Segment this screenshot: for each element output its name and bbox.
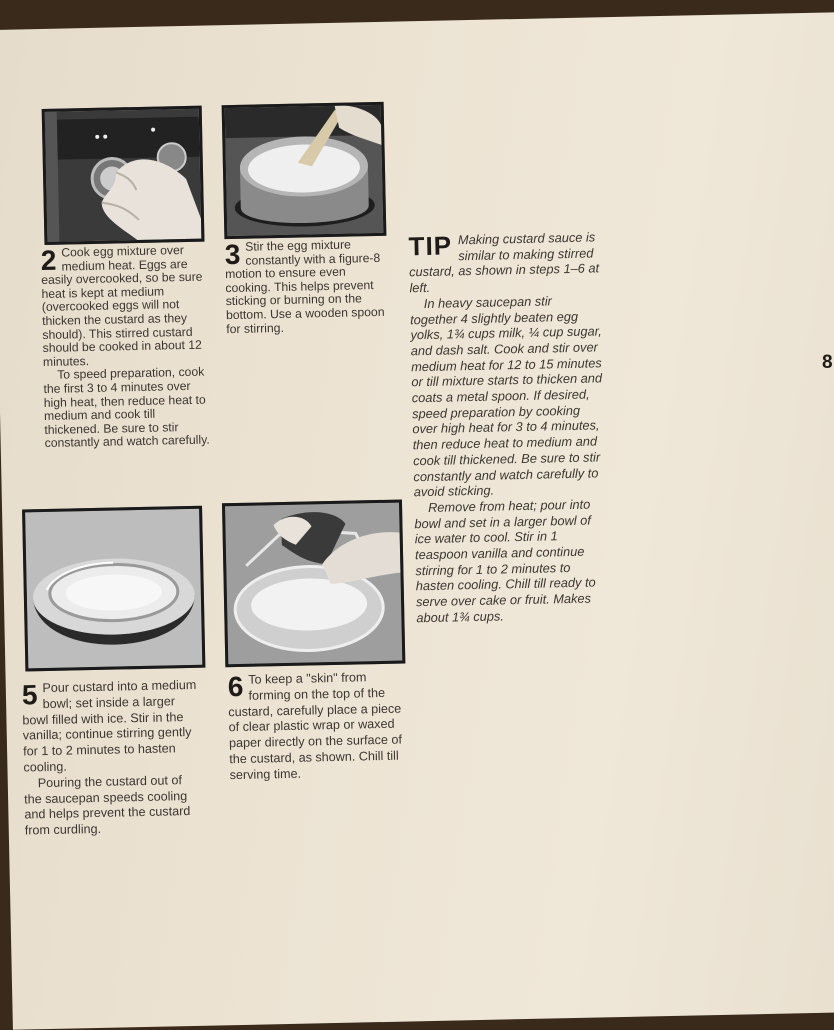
- step-3: [224, 238, 386, 336]
- step-text: To speed preparation, cook the first 3 to 4 minutes over high heat, then reduce heat to medium and cook till thickened. Be sure to stir constantly and watch carefully.: [43, 364, 210, 451]
- page-number: 8: [822, 352, 833, 373]
- step-text: Cook egg mixture over medium heat. Eggs are easily overcooked, so be sure heat is kept at medium (overcooked eggs will not thicken the custard as they should). This stirred custard should be cooked in about 12 minutes.: [41, 243, 203, 369]
- step-text: Pour custard into a medium bowl; set inside a larger bowl filled with ice. Stir in the vanilla; continue stirring gently for 1 to 2 minutes to hasten cooling.: [22, 677, 197, 775]
- step-text: Pouring the custard out of the saucepan speeds cooling and helps prevent the custard from curdling.: [23, 772, 191, 838]
- tip-heading: TIP: [408, 230, 453, 262]
- step-number: 5: [21, 679, 38, 711]
- stove-knob-photo: [42, 106, 205, 245]
- step-2: [41, 244, 213, 451]
- tip-intro: Making custard sauce is similar to making stirred custard, as shown in steps 1–6 at left.: [409, 229, 600, 296]
- step-text: To keep a "skin" from forming on the top of the custard, carefully place a piece of clear plastic wrap or waxed paper directly on the surface of the custard, as shown. Chill till serving time.: [228, 670, 403, 782]
- cookbook-page: [0, 12, 834, 1030]
- step-6: [228, 669, 414, 783]
- step-5: [22, 678, 201, 840]
- step-text: Stir the egg mixture constantly with a figure-8 motion to ensure even cooking. This helps prevent sticking or burning on the bottom. Use a wooden spoon for stirring.: [225, 237, 385, 336]
- step-number: 2: [40, 244, 57, 277]
- saucepan-photo: [222, 102, 387, 239]
- step-number: 6: [227, 670, 244, 703]
- plastic-wrap-photo: [222, 500, 405, 668]
- step-number: 3: [224, 238, 241, 271]
- tip-text: In heavy saucepan stir together 4 slightly beaten egg yolks, 1¾ cups milk, ¼ cup sugar, and dash salt. Cook and stir over medium heat for 12 to 15 minutes or till mixture starts to thicken and coats a metal spoon. If desired, speed preparation by cooking over high heat for 3 to 4 minutes, then reduce heat to medium and cook till thickened. Be sure to stir constantly and watch carefully to avoid sticking.: [409, 293, 603, 500]
- tip-text: Remove from heat; pour into bowl and set in a larger bowl of ice water to cool. Stir in 1 teaspoon vanilla and continue stirring for 1 to 2 minutes to hasten cooling. Chill till ready to serve over cake or fruit. Makes about 1¾ cups.: [414, 496, 596, 626]
- tip-box: [408, 229, 608, 626]
- bowl-in-ice-photo: [22, 506, 205, 672]
